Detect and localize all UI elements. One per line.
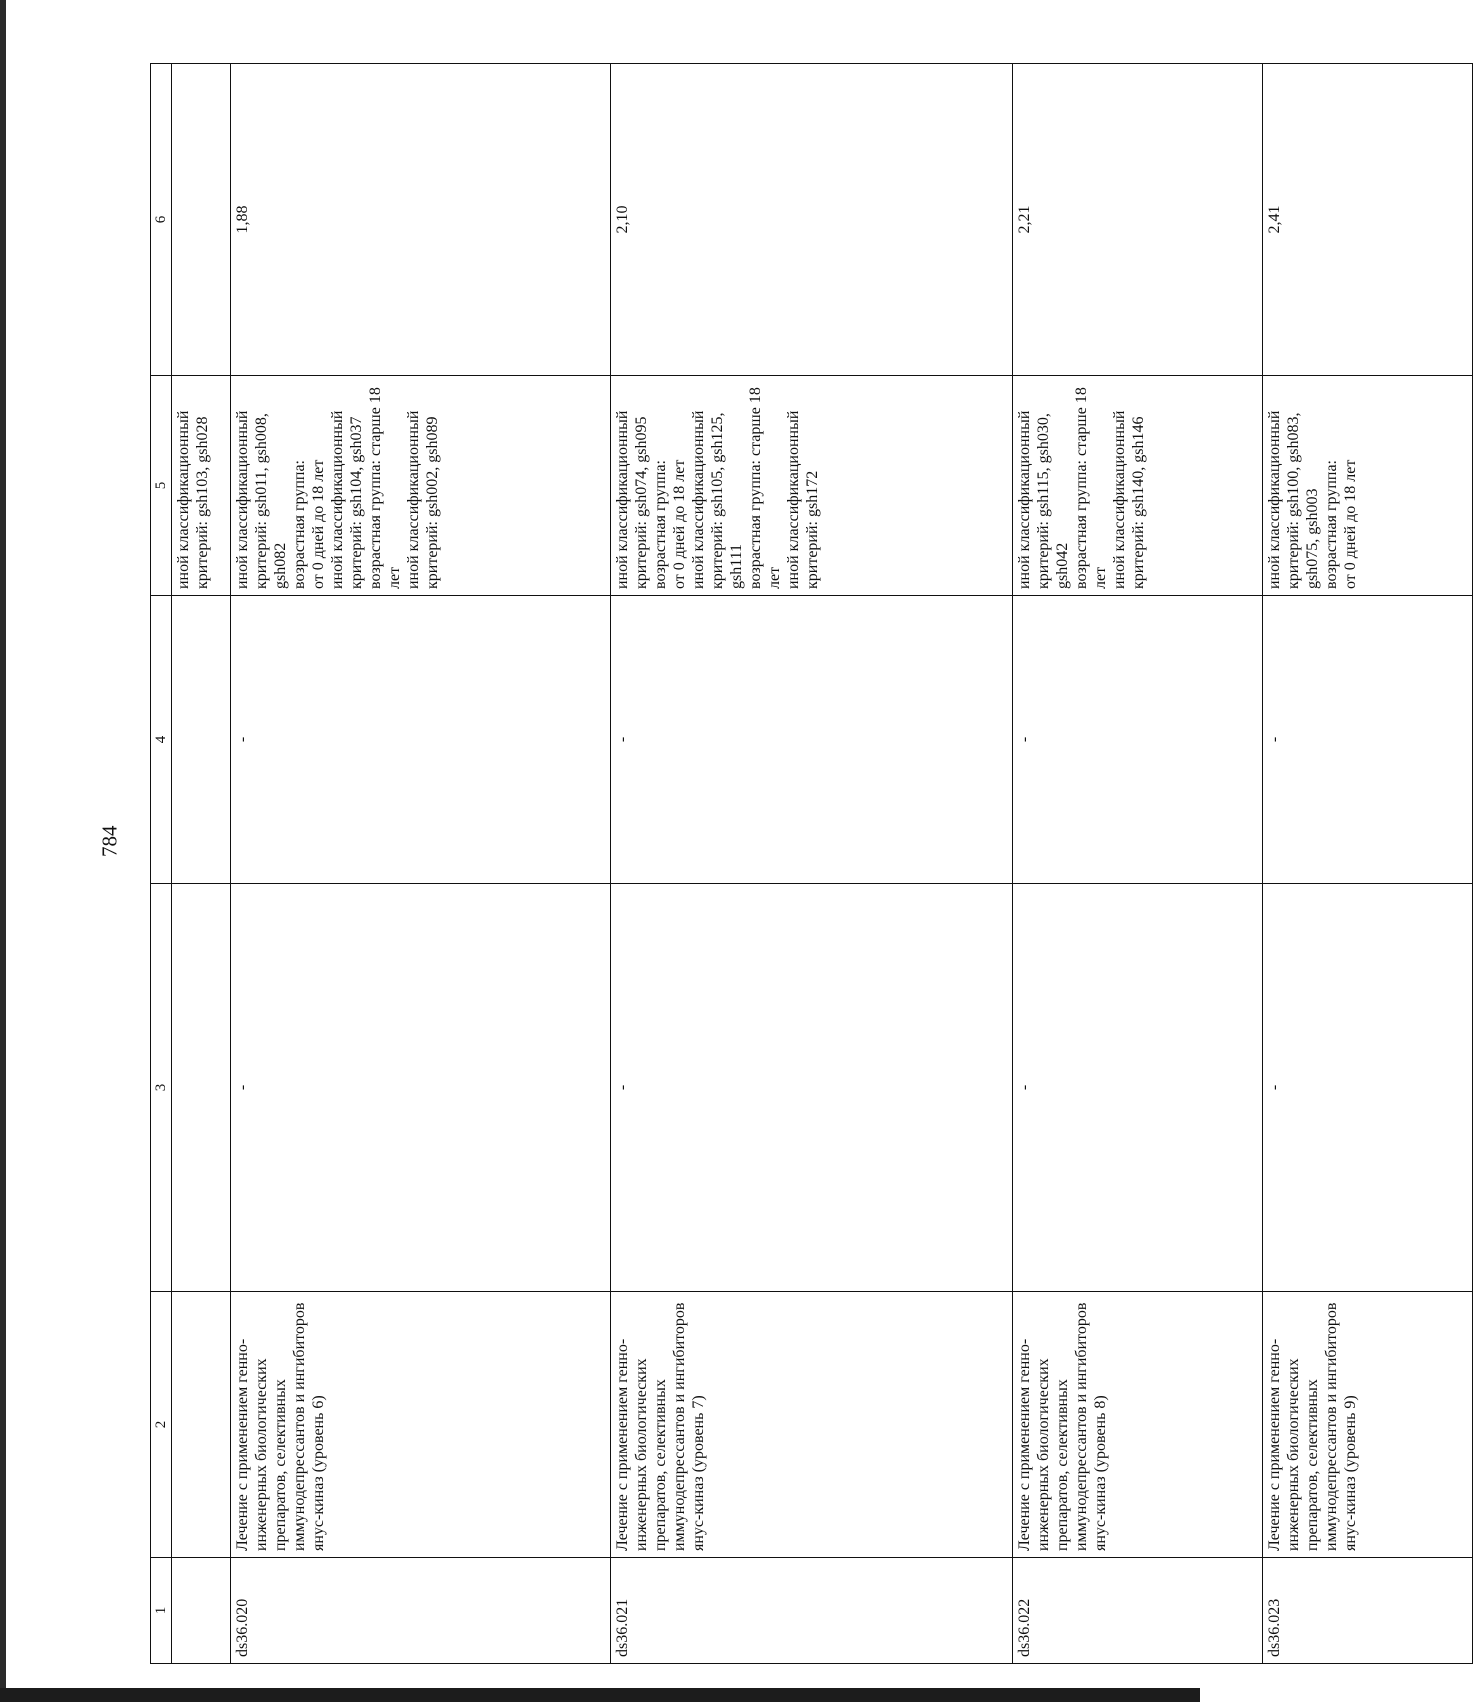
table-row [1013, 64, 1263, 1664]
criteria-line: возрастная группа: старше 18 [747, 387, 764, 589]
cell-coef: 2,10 [611, 64, 1013, 376]
header-col-3: 3 [151, 884, 172, 1292]
page-number: 784 [97, 825, 122, 857]
criteria-line: gsh082 [272, 542, 289, 589]
criteria-line: иной классификационный [234, 410, 251, 589]
criteria-line: критерий: gsh172 [804, 470, 821, 589]
cell-col3: - [611, 884, 1013, 1292]
cell-coef: 2,21 [1013, 64, 1263, 376]
header-col-6: 6 [151, 64, 172, 376]
criteria-line: критерий: gsh002, gsh089 [424, 416, 441, 589]
cell-name [172, 1292, 231, 1558]
header-col-5: 5 [151, 376, 172, 596]
cell-criteria [611, 376, 1013, 596]
criteria-line: лет [1092, 566, 1109, 589]
criteria-line: возрастная группа: старше 18 [1073, 387, 1090, 589]
table-row [1263, 64, 1473, 1664]
criteria-line: возрастная группа: старше 18 [367, 387, 384, 589]
cell-code: ds36.021 [611, 1558, 1013, 1664]
criteria-line: критерий: gsh074, gsh095 [633, 416, 650, 589]
cell-criteria [1263, 376, 1473, 596]
criteria-line: критерий: gsh140, gsh146 [1130, 416, 1147, 589]
criteria-line: gsh042 [1054, 542, 1071, 589]
header-row [151, 64, 172, 1664]
criteria-line: иной классификационный [614, 410, 631, 589]
cell-col3 [172, 884, 231, 1292]
tariff-table [150, 63, 1473, 1664]
criteria-line: иной классификационный [405, 410, 422, 589]
criteria-line: иной классификационный [785, 410, 802, 589]
cell-code: ds36.020 [231, 1558, 611, 1664]
criteria-line: иной классификационный [329, 410, 346, 589]
cell-name: Лечение с применением генно-инженерных биологических препаратов, селективных иммунодепрессантов и ингибиторов янус-киназ (уровень 7) [611, 1292, 1013, 1558]
header-col-1: 1 [151, 1558, 172, 1664]
cell-coef: 1,88 [231, 64, 611, 376]
cell-criteria [231, 376, 611, 596]
cell-col3: - [1013, 884, 1263, 1292]
criteria-line: от 0 дней до 18 лет [310, 459, 327, 589]
table-row [611, 64, 1013, 1664]
criteria-line: иной классификационный [175, 410, 192, 589]
scan-edge-left [0, 0, 6, 1702]
cell-col4: - [1263, 596, 1473, 884]
header-col-2: 2 [151, 1292, 172, 1558]
criteria-line: возрастная группа: [652, 459, 669, 589]
criteria-line: критерий: gsh103, gsh028 [194, 416, 211, 589]
cell-name: Лечение с применением генно-инженерных биологических препаратов, селективных иммунодепрессантов и ингибиторов янус-киназ (уровень 8) [1013, 1292, 1263, 1558]
cell-criteria [172, 376, 231, 596]
cell-name: Лечение с применением генно-инженерных биологических препаратов, селективных иммунодепрессантов и ингибиторов янус-киназ (уровень 6) [231, 1292, 611, 1558]
header-col-4: 4 [151, 596, 172, 884]
criteria-line: возрастная группа: [291, 459, 308, 589]
criteria-line: лет [766, 566, 783, 589]
cell-col3: - [1263, 884, 1473, 1292]
rotated-table-container [150, 64, 1359, 1664]
criteria-line: лет [386, 566, 403, 589]
cell-col4: - [231, 596, 611, 884]
criteria-line: иной классификационный [1111, 410, 1128, 589]
cell-code: ds36.022 [1013, 1558, 1263, 1664]
table-row [231, 64, 611, 1664]
criteria-line: иной классификационный [1266, 410, 1283, 589]
criteria-line: критерий: gsh104, gsh037 [348, 416, 365, 589]
cell-coef: 2,41 [1263, 64, 1473, 376]
cell-col3: - [231, 884, 611, 1292]
scan-edge-bottom [0, 1688, 1200, 1702]
cell-col4 [172, 596, 231, 884]
criteria-line: от 0 дней до 18 лет [1342, 459, 1359, 589]
criteria-line: критерий: gsh105, gsh125, [709, 412, 726, 589]
cell-coef [172, 64, 231, 376]
cell-criteria [1013, 376, 1263, 596]
cell-name: Лечение с применением генно-инженерных биологических препаратов, селективных иммунодепрессантов и ингибиторов янус-киназ (уровень 9) [1263, 1292, 1473, 1558]
criteria-line: gsh111 [728, 543, 745, 589]
cell-code [172, 1558, 231, 1664]
cell-code: ds36.023 [1263, 1558, 1473, 1664]
criteria-line: возрастная группа: [1323, 459, 1340, 589]
criteria-line: критерий: gsh011, gsh008, [253, 413, 270, 589]
cell-col4: - [611, 596, 1013, 884]
continuation-row [172, 64, 231, 1664]
criteria-line: иной классификационный [1016, 410, 1033, 589]
criteria-line: критерий: gsh100, gsh083, [1285, 412, 1302, 589]
criteria-line: gsh075, gsh003 [1304, 488, 1321, 589]
criteria-line: от 0 дней до 18 лет [671, 459, 688, 589]
cell-col4: - [1013, 596, 1263, 884]
criteria-line: иной классификационный [690, 410, 707, 589]
criteria-line: критерий: gsh115, gsh030, [1035, 413, 1052, 589]
